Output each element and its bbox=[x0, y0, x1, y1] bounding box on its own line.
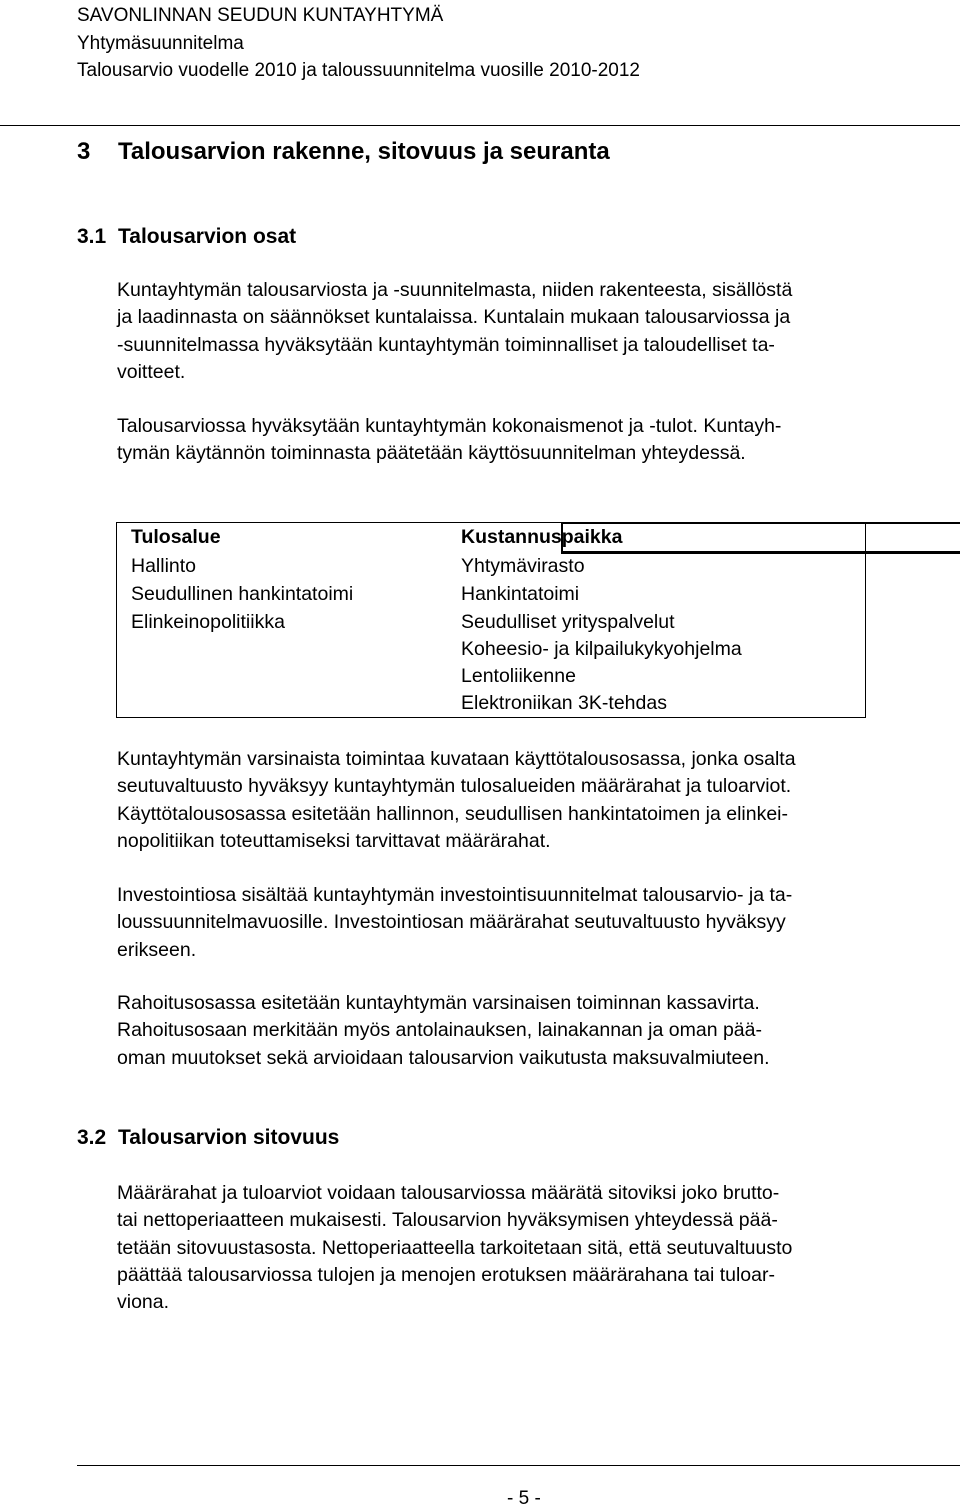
text-line: Rahoitusosaan merkitään myös antolainauksen, lainakannan ja oman pää- bbox=[117, 1019, 762, 1042]
paragraph-financing bbox=[117, 990, 947, 1072]
table-cell-tulosalue: Hallinto bbox=[131, 555, 197, 577]
table-cell-kustannuspaikka: Hankintatoimi bbox=[461, 583, 580, 605]
header-document-type: Yhtymäsuunnitelma bbox=[77, 33, 244, 54]
text-line: tetään sitovuustasosta. Nettoperiaatteella tarkoitetaan sitä, että seutuvaltuusto bbox=[117, 1236, 793, 1259]
table-cell-kustannuspaikka: Seudulliset yrityspalvelut bbox=[461, 611, 675, 633]
paragraph-binding bbox=[117, 1180, 947, 1316]
header-divider bbox=[0, 125, 960, 126]
section-title: Talousarvion rakenne, sitovuus ja seuranta bbox=[118, 138, 610, 165]
text-line: päättää talousarviossa tulojen ja menojen erotuksen määrärahana tai tuloar- bbox=[117, 1263, 775, 1286]
text-line: Investointiosa sisältää kuntayhtymän investointisuunnitelmat talousarvio- ja ta- bbox=[117, 884, 793, 906]
text-line: nopolitiikan toteuttamiseksi tarvittavat määrärahat. bbox=[117, 829, 551, 852]
text-line: Määrärahat ja tuloarviot voidaan talousarviossa määrätä sitoviksi joko brutto- bbox=[117, 1182, 780, 1204]
text-line: Talousarviossa hyväksytään kuntayhtymän kokonaismenot ja -tulot. Kuntayh- bbox=[117, 415, 782, 437]
text-line: erikseen. bbox=[117, 938, 197, 961]
table-header-tulosalue: Tulosalue bbox=[131, 526, 221, 548]
text-line: voitteet. bbox=[117, 360, 186, 383]
section-heading bbox=[77, 138, 610, 166]
table-cell-kustannuspaikka: Lentoliikenne bbox=[461, 665, 576, 687]
text-line: seutuvaltuusto hyväksyy kuntayhtymän tulosalueiden määrärahat ja tuloarviot. bbox=[117, 775, 792, 798]
page-number: - 5 - bbox=[507, 1488, 541, 1509]
text-line: Rahoitusosassa esitetään kuntayhtymän varsinaisen toiminnan kassavirta. bbox=[117, 992, 760, 1014]
subsection-title-2: Talousarvion sitovuus bbox=[118, 1126, 340, 1149]
table-cell-tulosalue: Elinkeinopolitiikka bbox=[131, 611, 285, 633]
section-number: 3 bbox=[77, 138, 91, 165]
paragraph-investment bbox=[117, 882, 947, 964]
text-line: Kuntayhtymän varsinaista toimintaa kuvataan käyttötalousosassa, jonka osalta bbox=[117, 748, 796, 770]
cost-center-table bbox=[116, 522, 866, 718]
subsection-number-2: 3.2 bbox=[77, 1126, 107, 1149]
subsection-heading-1 bbox=[77, 225, 296, 249]
paragraph-operating-budget bbox=[117, 746, 947, 855]
text-line: oman muutokset sekä arvioidaan talousarvion vaikutusta maksuvalmiuteen. bbox=[117, 1046, 770, 1069]
footer-divider bbox=[77, 1465, 960, 1466]
subsection-title-1: Talousarvion osat bbox=[118, 225, 297, 248]
header-subtitle: Talousarvio vuodelle 2010 ja taloussuunnitelma vuosille 2010-2012 bbox=[77, 60, 640, 81]
header-organization: SAVONLINNAN SEUDUN KUNTAYHTYMÄ bbox=[77, 5, 444, 26]
paragraph-legal-basis bbox=[117, 277, 947, 386]
subsection-heading-2 bbox=[77, 1126, 339, 1150]
subsection-number-1: 3.1 bbox=[77, 225, 107, 248]
table-cell-kustannuspaikka: Koheesio- ja kilpailukykyohjelma bbox=[461, 638, 742, 660]
paragraph-approval bbox=[117, 413, 947, 468]
text-line: tymän käytännön toiminnasta päätetään käyttösuunnitelman yhteydessä. bbox=[117, 442, 746, 465]
text-line: loussuunnitelmavuosille. Investointiosan määrärahat seutuvaltuusto hyväksyy bbox=[117, 911, 786, 934]
text-line: tai nettoperiaatteen mukaisesti. Talousarvion hyväksymisen yhteydessä pää- bbox=[117, 1209, 778, 1232]
table-cell-kustannuspaikka: Elektroniikan 3K-tehdas bbox=[461, 692, 667, 714]
text-line: Käyttötalousosassa esitetään hallinnon, seudullisen hankintatoimen ja elinkei- bbox=[117, 802, 789, 825]
text-line: viona. bbox=[117, 1291, 170, 1314]
table-cell-kustannuspaikka: Yhtymävirasto bbox=[461, 555, 585, 577]
text-line: Kuntayhtymän talousarviosta ja -suunnitelmasta, niiden rakenteesta, sisällöstä bbox=[117, 279, 793, 301]
table-cell-tulosalue: Seudullinen hankintatoimi bbox=[131, 583, 354, 605]
table-header-kustannuspaikka: Kustannuspaikka bbox=[461, 526, 623, 548]
text-line: -suunnitelmassa hyväksytään kuntayhtymän toiminnalliset ja taloudelliset ta- bbox=[117, 333, 775, 356]
text-line: ja laadinnasta on säännökset kuntalaissa. Kuntalain mukaan talousarviossa ja bbox=[117, 306, 791, 329]
